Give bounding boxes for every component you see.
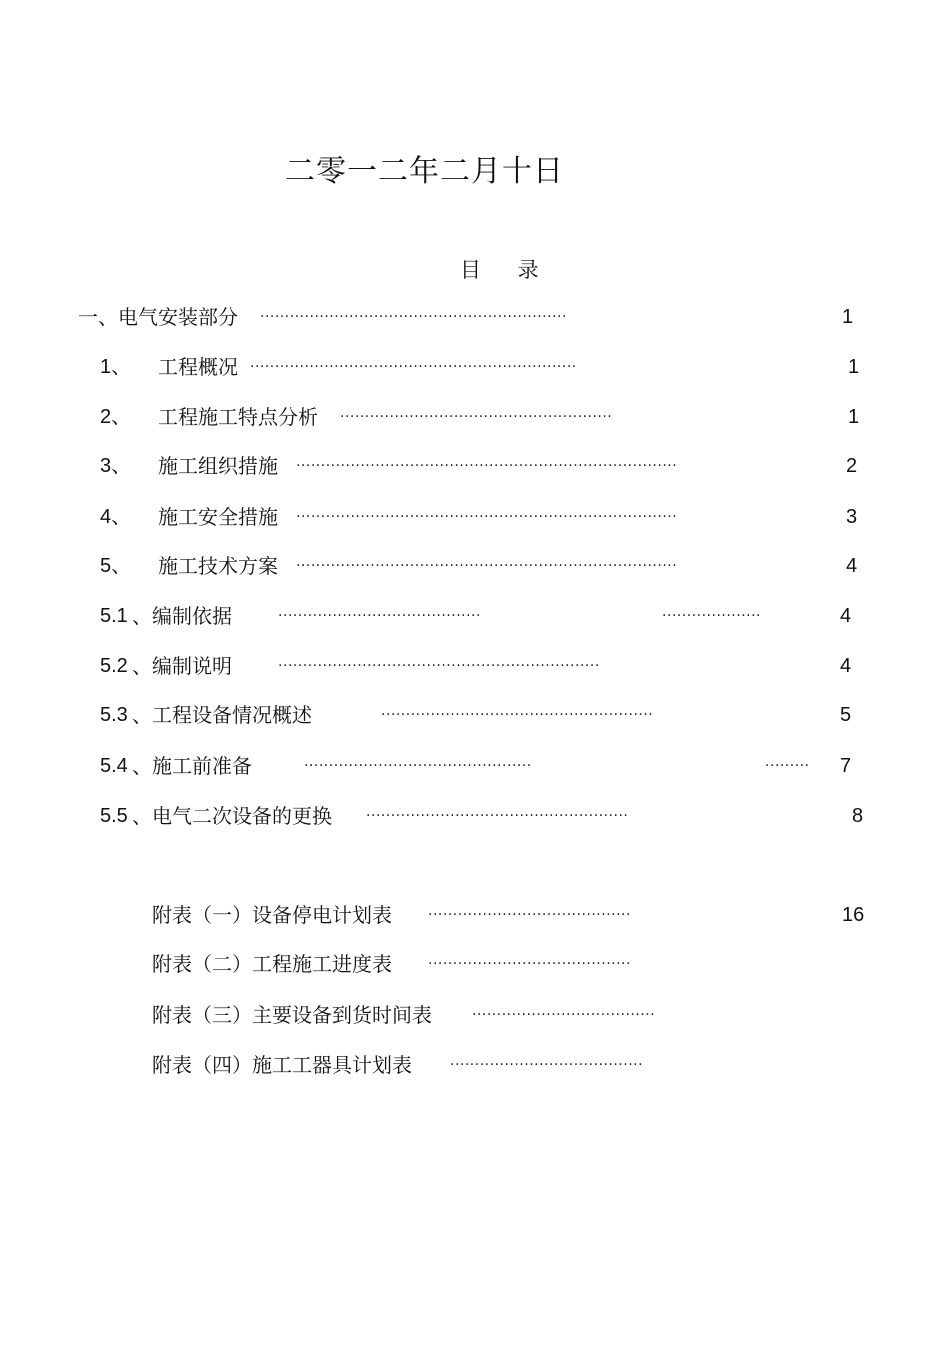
toc-subitem-title: 、编制说明 [132, 654, 232, 678]
toc-leader: ········································· [428, 956, 631, 972]
toc-leader: ······························································ [260, 309, 567, 325]
toc-page-number: 1 [842, 306, 854, 328]
toc-page-number: 1 [848, 356, 860, 378]
toc-item-title: 工程概况 [158, 355, 238, 379]
toc-page-number: 3 [846, 506, 858, 528]
toc-leader: ······················································· [381, 707, 654, 723]
toc-appendix-row [0, 1000, 950, 1030]
toc-leader: ······················································· [340, 409, 613, 425]
toc-subitem-number: 5.5 [100, 805, 128, 827]
toc-page-number: 2 [846, 455, 858, 477]
toc-item-row [0, 551, 950, 581]
toc-leader: ·································································· [250, 359, 577, 375]
toc-subitem-number: 5.3 [100, 704, 128, 726]
toc-leader: ····················································· [366, 808, 629, 824]
toc-page-number: 1 [848, 406, 860, 428]
toc-leader: ············································································· [296, 558, 678, 574]
toc-item-row [0, 352, 950, 382]
toc-subitem-title: 、电气二次设备的更换 [132, 804, 332, 828]
toc-leader: ····································· [472, 1007, 656, 1023]
toc-subitem-number: 5.2 [100, 655, 128, 677]
toc-subitem-row [0, 751, 950, 781]
toc-appendix-row [0, 1050, 950, 1080]
toc-subitem-row [0, 651, 950, 681]
toc-heading: 目 录 [460, 258, 539, 282]
toc-page-number: 4 [846, 555, 858, 577]
toc-subitem-row [0, 700, 950, 730]
toc-leader: ·············································· [304, 758, 532, 774]
toc-leader: ········································· [278, 608, 481, 624]
toc-item-title: 施工技术方案 [158, 554, 278, 578]
document-date: 二零一二年二月十日 [285, 154, 564, 189]
toc-section-row [0, 302, 950, 332]
toc-section-label: 一、电气安装部分 [78, 305, 238, 329]
toc-leader: ······································· [450, 1057, 644, 1073]
toc-page-number: 4 [840, 605, 852, 627]
toc-page-number: 5 [840, 704, 852, 726]
toc-leader: ············································································· [296, 458, 678, 474]
toc-page-number: 8 [852, 805, 864, 827]
toc-subitem-number: 5.1 [100, 605, 128, 627]
toc-subitem-title: 、施工前准备 [132, 754, 252, 778]
toc-page-number: 7 [840, 755, 852, 777]
toc-item-number: 1、 [100, 356, 132, 378]
toc-appendix-title: 附表（三）主要设备到货时间表 [152, 1003, 432, 1027]
toc-item-number: 4、 [100, 506, 132, 528]
toc-leader: ···················· [662, 608, 762, 624]
toc-appendix-title: 附表（二）工程施工进度表 [152, 952, 392, 976]
toc-page-number: 16 [842, 904, 865, 926]
toc-item-number: 2、 [100, 406, 132, 428]
toc-item-number: 3、 [100, 455, 132, 477]
toc-subitem-number: 5.4 [100, 755, 128, 777]
toc-appendix-row [0, 949, 950, 979]
toc-item-title: 施工安全措施 [158, 505, 278, 529]
toc-appendix-title: 附表（四）施工工器具计划表 [152, 1053, 412, 1077]
toc-item-title: 工程施工特点分析 [158, 405, 318, 429]
toc-item-row [0, 502, 950, 532]
toc-leader: ········································· [428, 907, 631, 923]
toc-leader: ············································································· [296, 509, 678, 525]
toc-item-row [0, 402, 950, 432]
toc-subitem-title: 、工程设备情况概述 [132, 703, 312, 727]
toc-item-row [0, 451, 950, 481]
toc-appendix-row [0, 900, 950, 930]
toc-item-number: 5、 [100, 555, 132, 577]
toc-leader: ································································· [278, 658, 600, 674]
toc-subitem-row [0, 601, 950, 631]
toc-appendix-title: 附表（一）设备停电计划表 [152, 903, 392, 927]
toc-leader: ········· [765, 758, 810, 774]
toc-subitem-row [0, 801, 950, 831]
toc-page-number: 4 [840, 655, 852, 677]
toc-item-title: 施工组织措施 [158, 454, 278, 478]
toc-subitem-title: 、编制依据 [132, 604, 232, 628]
